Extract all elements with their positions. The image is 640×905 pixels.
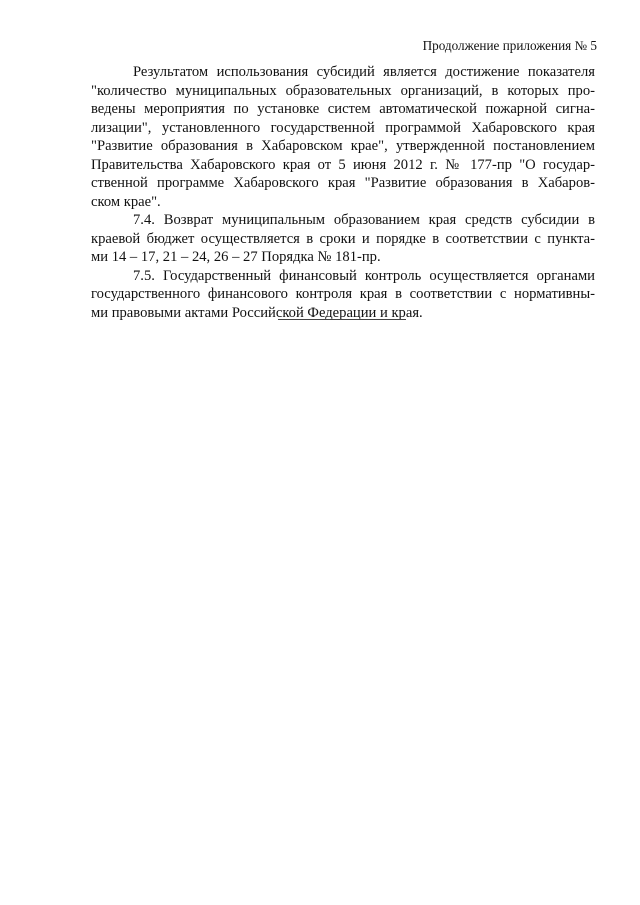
paragraph-1-line-4: лизации", установленного государственной программой Хабаровского края bbox=[91, 120, 595, 136]
paragraph-3-line-3: ми правовыми актами Российской Федерации и края. bbox=[91, 305, 423, 321]
paragraph-3-line-1: 7.5. Государственный финансовый контроль осуществляется органами bbox=[133, 268, 595, 284]
paragraph-1-line-8: ском крае". bbox=[91, 194, 161, 210]
paragraph-1-line-5: "Развитие образования в Хабаровском крае", утвержденной постановлением bbox=[91, 138, 595, 154]
paragraph-2-line-1: 7.4. Возврат муниципальным образованием края средств субсидии в bbox=[133, 212, 595, 228]
paragraph-1-line-2: "количество муниципальных образовательных организаций, в которых про- bbox=[91, 83, 595, 99]
paragraph-1-line-6: Правительства Хабаровского края от 5 июня 2012 г. № 177-пр "О государ- bbox=[91, 157, 595, 173]
paragraph-1-line-1: Результатом использования субсидий является достижение показателя bbox=[133, 64, 595, 80]
paragraph-2-line-2: краевой бюджет осуществляется в сроки и порядке в соответствии с пункта- bbox=[91, 231, 595, 247]
appendix-continuation-note: Продолжение приложения № 5 bbox=[422, 38, 597, 53]
paragraph-1-line-3: ведены мероприятия по установке систем автоматической пожарной сигна- bbox=[91, 101, 595, 117]
paragraph-2-line-3: ми 14 – 17, 21 – 24, 26 – 27 Порядка № 181-пр. bbox=[91, 249, 381, 265]
paragraph-1-line-7: ственной программе Хабаровского края "Развитие образования в Хабаров- bbox=[91, 175, 595, 191]
end-separator-line bbox=[278, 319, 406, 320]
paragraph-3-line-2: государственного финансового контроля края в соответствии с нормативны- bbox=[91, 286, 595, 302]
